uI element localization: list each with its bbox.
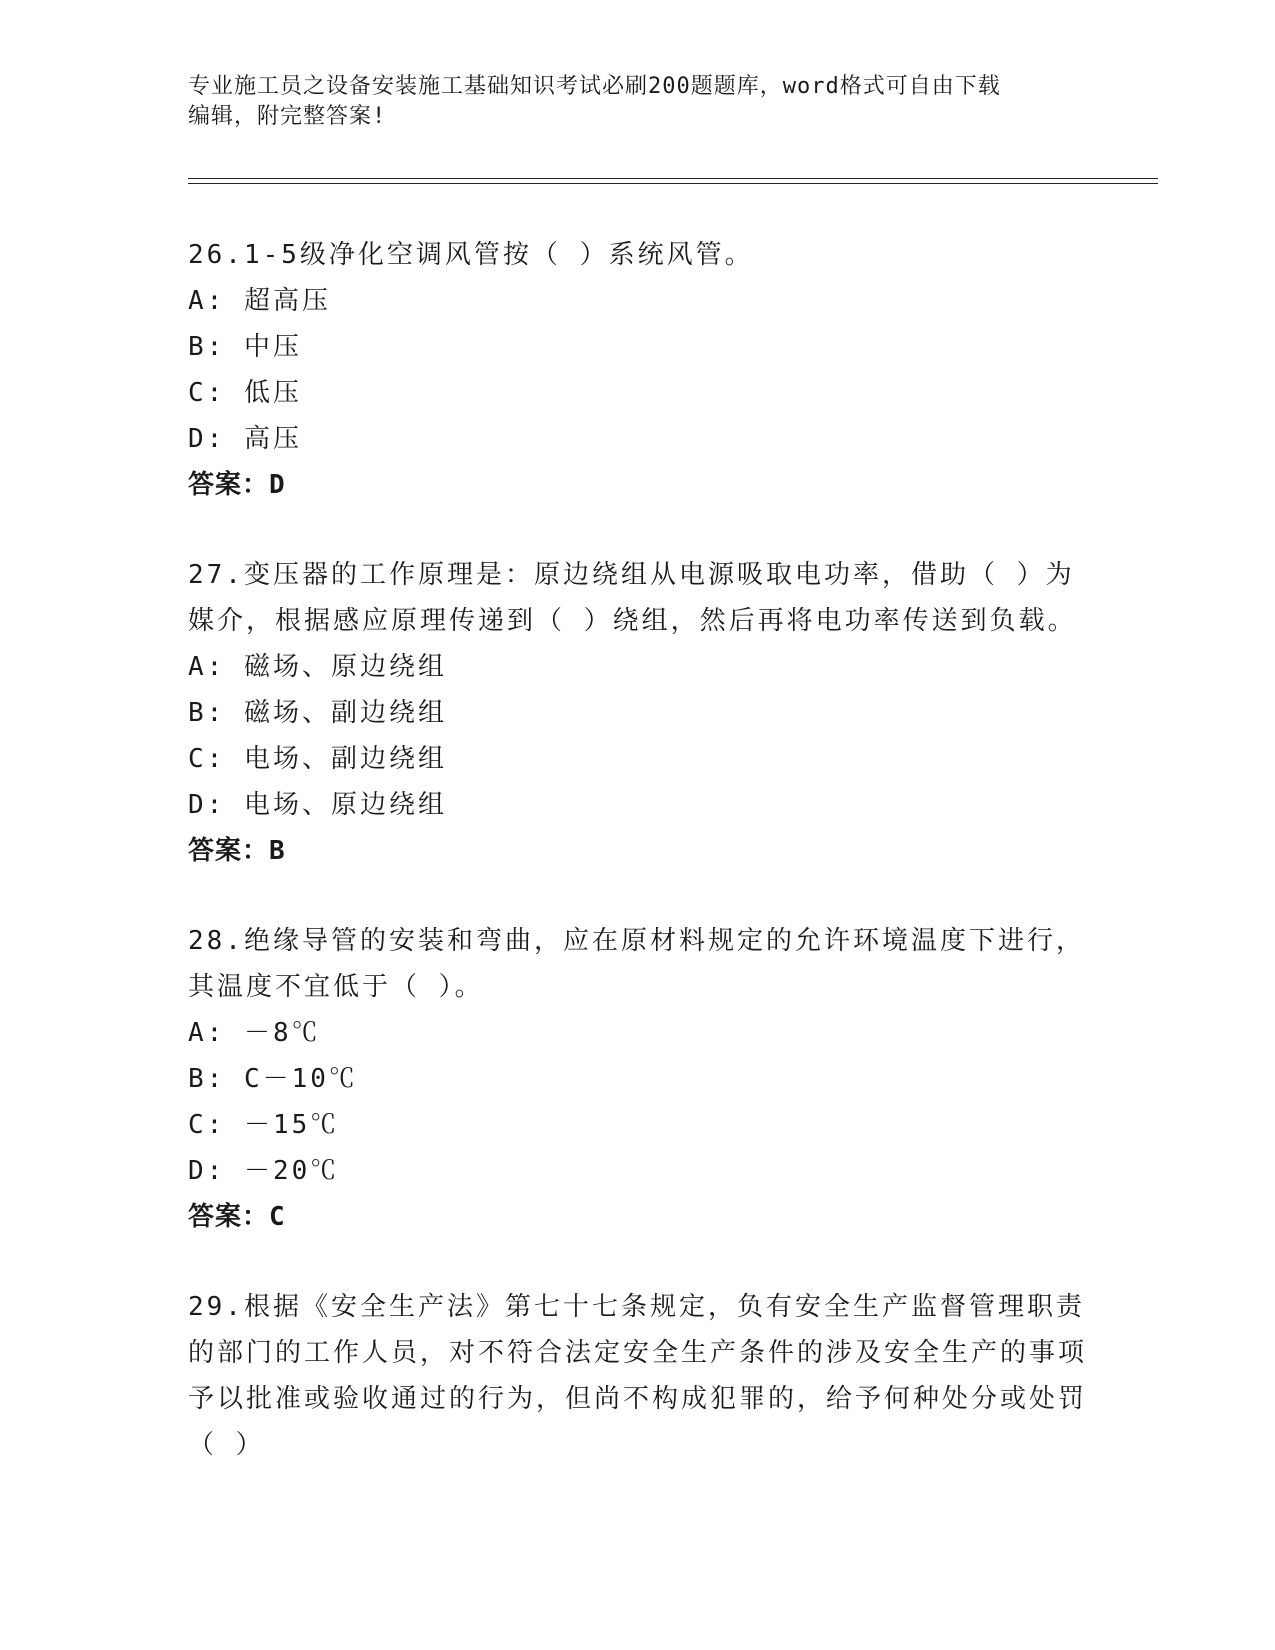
option-c: C: 电场、副边绕组 xyxy=(188,744,447,774)
question-list xyxy=(188,232,1088,1512)
question-stem: 26.1-5级净化空调风管按（ ）系统风管。 xyxy=(188,240,754,270)
header-title-line2: 编辑，附完整答案! xyxy=(188,104,387,129)
question-28 xyxy=(188,918,1088,1240)
document-header xyxy=(188,72,1068,132)
option-a: A: 磁场、原边绕组 xyxy=(188,652,447,682)
option-a: A: 超高压 xyxy=(188,286,331,316)
option-c: C: －15℃ xyxy=(188,1110,340,1140)
answer-label: 答案：D xyxy=(188,470,286,500)
option-b: B: 磁场、副边绕组 xyxy=(188,698,447,728)
question-29 xyxy=(188,1284,1088,1468)
question-stem: 27.变压器的工作原理是：原边绕组从电源吸取电功率，借助（ ）为媒介，根据感应原理传递到（ ）绕组，然后再将电功率传送到负载。 xyxy=(188,560,1077,636)
option-b: B: 中压 xyxy=(188,332,302,362)
option-a: A: －8℃ xyxy=(188,1018,321,1048)
question-26 xyxy=(188,232,1088,508)
option-d: D: 电场、原边绕组 xyxy=(188,790,447,820)
header-title-line1: 专业施工员之设备安装施工基础知识考试必刷200题题库，word格式可自由下载 xyxy=(188,74,1001,99)
header-divider-bottom xyxy=(188,183,1158,184)
option-d: D: 高压 xyxy=(188,424,302,454)
option-b: B: C－10℃ xyxy=(188,1064,358,1094)
answer-label: 答案：B xyxy=(188,836,286,866)
option-d: D: －20℃ xyxy=(188,1156,340,1186)
question-27 xyxy=(188,552,1088,874)
answer-label: 答案：C xyxy=(188,1202,286,1232)
header-divider-top xyxy=(188,178,1158,179)
question-stem: 28.绝缘导管的安装和弯曲，应在原材料规定的允许环境温度下进行，其温度不宜低于（ ）。 xyxy=(188,926,1085,1002)
question-stem: 29.根据《安全生产法》第七十七条规定，负有安全生产监督管理职责的部门的工作人员，对不符合法定安全生产条件的涉及安全生产的事项予以批准或验收通过的行为，但尚不构成犯罪的，给予何种处分或处罚（ ） xyxy=(188,1292,1088,1460)
option-c: C: 低压 xyxy=(188,378,302,408)
